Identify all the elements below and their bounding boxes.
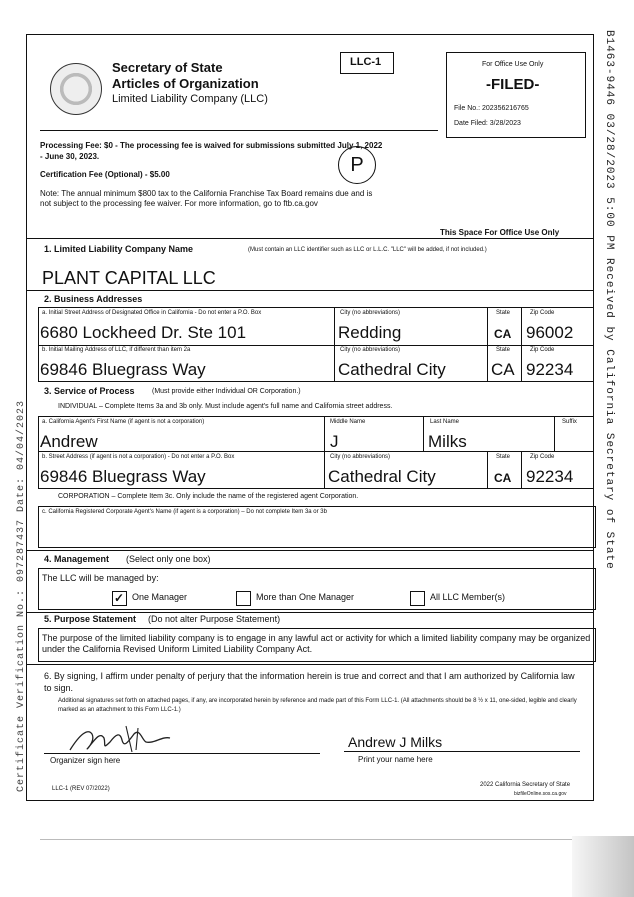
p-stamp: P: [338, 146, 376, 184]
printed-name: Andrew J Milks: [348, 734, 443, 750]
s2b-zip: 92234: [526, 360, 574, 379]
s2-top-line: [26, 290, 594, 291]
form-code: LLC-1: [350, 56, 382, 68]
state-seal-icon: [50, 63, 102, 115]
s4-prompt: The LLC will be managed by:: [42, 573, 159, 583]
s3c-label: c. California Registered Corporate Agent's Name (if agent is a corporation) – Do not complete Item 3a or 3b: [42, 509, 327, 515]
s2a-street: 6680 Lockheed Dr. Ste 101: [40, 323, 247, 342]
s2b-city: Cathedral City: [338, 360, 446, 379]
s2a-zip-label: Zip Code: [530, 310, 555, 316]
s1-heading: 1. Limited Liability Company Name: [44, 244, 194, 254]
office-label: For Office Use Only: [482, 61, 544, 68]
office-space-label: This Space For Office Use Only: [440, 228, 560, 237]
scan-bottom-edge: [40, 839, 600, 840]
s2-col-state: [487, 307, 488, 381]
s2b-zip-label: Zip Code: [530, 347, 555, 353]
header-title: Articles of Organization: [112, 76, 259, 91]
s3-individual-note: INDIVIDUAL – Complete Items 3a and 3b only. Must include agent's full name and California street address.: [58, 403, 393, 410]
form-revision: LLC-1 (REV 07/2022): [52, 786, 110, 792]
s5-heading: 5. Purpose Statement: [44, 614, 137, 624]
file-number: File No.: 202356216765: [454, 105, 529, 112]
s4-top-line: [26, 550, 594, 551]
s5-top-line: [26, 612, 594, 613]
one-manager-checkbox[interactable]: [112, 591, 127, 606]
s3-row-b-bottom: [38, 488, 594, 489]
s3-heading: 3. Service of Process: [44, 386, 135, 396]
s2a-state: CA: [494, 327, 512, 341]
footer-site: bizfileOnline.sos.ca.gov: [514, 791, 567, 797]
s3a-suffix-label: Suffix: [562, 419, 577, 425]
s3b-city: Cathedral City: [328, 467, 436, 486]
sign-label: Organizer sign here: [50, 756, 121, 765]
more-than-one-manager-checkbox[interactable]: [236, 591, 251, 606]
s2-row-b-bottom: [38, 381, 594, 382]
header-subtitle: Limited Liability Company (LLC): [112, 93, 268, 105]
s3b-zip-label: Zip Code: [530, 454, 555, 460]
s6-text: 6. By signing, I affirm under penalty of perjury that the information herein is true and correct and that I am authorized by California law to sign.: [44, 671, 575, 693]
s3-col-suffix: [554, 416, 555, 451]
s3a-last-label: Last Name: [430, 419, 460, 425]
check-mark-icon: ✓: [114, 591, 125, 605]
s4-hint: (Select only one box): [126, 554, 211, 564]
s2-heading: 2. Business Addresses: [44, 294, 143, 304]
s3a-last: Milks: [428, 432, 467, 451]
s3b-street: 69846 Bluegrass Way: [40, 467, 206, 486]
s3a-first: Andrew: [40, 432, 98, 451]
s2a-zip: 96002: [526, 323, 574, 342]
s3b-state: CA: [494, 471, 512, 485]
s2a-state-label: State: [496, 310, 511, 316]
s3b-zip: 92234: [526, 467, 574, 486]
s2b-state-label: State: [496, 347, 511, 353]
s3-col-last: [423, 416, 424, 451]
print-label: Print your name here: [358, 755, 433, 764]
s3a-first-label: a. California Agent's First Name (if agent is not a corporation): [42, 419, 205, 425]
filed-status: -FILED-: [486, 76, 540, 93]
s2b-city-label: City (no abbreviations): [340, 347, 401, 353]
s5-hint: (Do not alter Purpose Statement): [148, 614, 281, 624]
s3-row-b-top: [38, 451, 594, 452]
s2b-street: 69846 Bluegrass Way: [40, 360, 206, 379]
opt-all-members: All LLC Member(s): [430, 592, 506, 602]
s2-col-city: [334, 307, 335, 381]
s3-col-middle: [324, 416, 325, 488]
all-members-checkbox[interactable]: [410, 591, 425, 606]
purpose-text: The purpose of the limited liability company is to engage in any lawful act or activity for which a limited liability company may be organized under the California Revised Uniform Limited Liability Company Act.: [42, 633, 591, 654]
received-stamp-vertical: B1463-9446 03/28/2023 5:00 PM Received by California Secretary of State: [603, 30, 615, 570]
s3a-middle: J: [330, 432, 339, 451]
opt-more-than-one: More than One Manager: [256, 592, 355, 602]
llc-name: PLANT CAPITAL LLC: [42, 268, 216, 288]
opt-one-manager: One Manager: [132, 592, 188, 602]
s2a-label: a. Initial Street Address of Designated Office in California - Do not enter a P.O. Box: [42, 310, 262, 316]
printed-name-line: [344, 751, 580, 752]
s3a-middle-label: Middle Name: [330, 419, 366, 425]
s2b-state: CA: [491, 360, 515, 379]
signature-line: [44, 753, 320, 754]
header-divider: [40, 130, 438, 131]
s1-top-line: [26, 238, 594, 239]
s2b-label: b. Initial Mailing Address of LLC, if different than item 2a: [42, 347, 191, 353]
s3-row-a-top: [38, 416, 594, 417]
footer-copyright: 2022 California Secretary of State: [480, 782, 571, 788]
header-org: Secretary of State: [112, 60, 223, 75]
s3b-city-label: City (no abbreviations): [330, 454, 391, 460]
s3-corp-note: CORPORATION – Complete Item 3c. Only include the name of the registered agent Corporation.: [58, 493, 359, 500]
certification-fee: Certification Fee (Optional) - $5.00: [40, 170, 170, 179]
s2-row-b-top: [38, 345, 594, 346]
s2-left-edge: [38, 307, 39, 381]
s3-hint: (Must provide either Individual OR Corporation.): [152, 388, 301, 395]
s6-top-line: [26, 664, 594, 665]
certificate-verification-vertical: Certificate Verification No.: 097287437 Date: 04/04/2023: [16, 399, 27, 792]
s1-hint: (Must contain an LLC identifier such as LLC or L.L.C. "LLC" will be added, if not included.): [248, 247, 487, 253]
date-filed: Date Filed: 3/28/2023: [454, 120, 521, 127]
fee-note: Note: The annual minimum $800 tax to the California Franchise Tax Board remains due and is not subject to the processing fee waiver. For more information, go to ftb.ca.gov: [40, 189, 373, 208]
s3b-state-label: State: [496, 454, 511, 460]
s6-note: Additional signatures set forth on attached pages, if any, are incorporated herein by reference and made part of this Form LLC-1. (All attachments should be 8 ½ x 11, one-sided, legible and clearly marked as an attachment to this Form LLC-1.): [58, 698, 577, 713]
s2a-city-label: City (no abbreviations): [340, 310, 401, 316]
s3-left-edge: [38, 416, 39, 488]
scan-shadow: [572, 836, 634, 897]
s3-col-state: [487, 451, 488, 488]
s2-row-a-top: [38, 307, 594, 308]
s4-heading: 4. Management: [44, 554, 110, 564]
s3-col-zip: [521, 451, 522, 488]
s2a-city: Redding: [338, 323, 402, 342]
s3b-label: b. Street Address (if agent is not a corporation) - Do not enter a P.O. Box: [42, 454, 235, 460]
s2-col-zip: [521, 307, 522, 381]
processing-fee: Processing Fee: $0 - The processing fee is waived for submissions submitted July 1, 2022 - June 30, 2023.: [40, 141, 383, 161]
